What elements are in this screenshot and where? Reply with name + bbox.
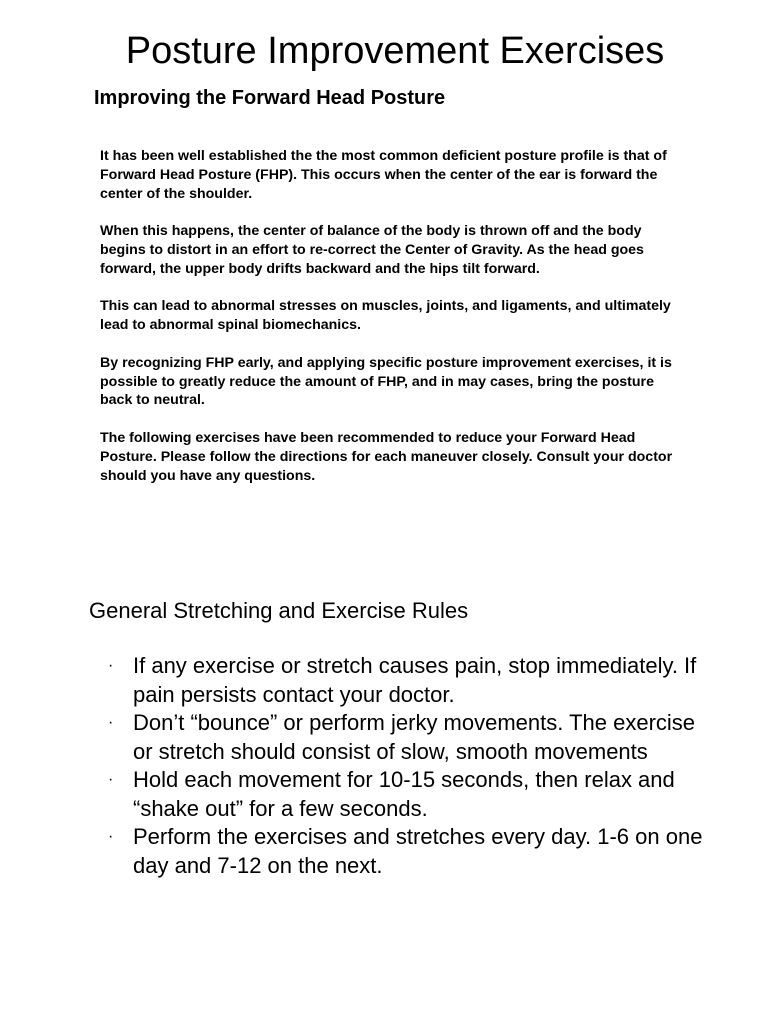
rules-list xyxy=(108,652,708,880)
intro-paragraph: This can lead to abnormal stresses on muscles, joints, and ligaments, and ultimately lead to abnormal spinal biomechanics. xyxy=(100,298,671,334)
rules-heading: General Stretching and Exercise Rules xyxy=(89,598,469,623)
bullet-icon: · xyxy=(108,657,114,674)
rule-text: Perform the exercises and stretches every day. 1-6 on one day and 7-12 on the next. xyxy=(133,824,703,878)
section-subtitle: Improving the Forward Head Posture xyxy=(94,87,446,109)
page-title: Posture Improvement Exercises xyxy=(125,30,665,72)
intro-paragraph: By recognizing FHP early, and applying specific posture improvement exercises, it is possible to greatly reduce the amount of FHP, and in may cases, bring the posture back to neutral. xyxy=(100,354,672,409)
rule-text: Hold each movement for 10-15 seconds, then relax and “shake out” for a few seconds. xyxy=(133,767,675,821)
list-item xyxy=(108,652,708,709)
list-item xyxy=(108,823,708,880)
rule-text: Don’t “bounce” or perform jerky movements. The exercise or stretch should consist of slow, smooth movements xyxy=(133,710,696,764)
list-item xyxy=(108,709,708,766)
bullet-icon: · xyxy=(108,771,114,788)
intro-paragraph: When this happens, the center of balance of the body is thrown off and the body begins to distort in an effort to re-correct the Center of Gravity. As the head goes forward, the upper body drifts backward and the hips tilt forward. xyxy=(100,223,644,277)
rule-text: If any exercise or stretch causes pain, stop immediately. If pain persists contact your doctor. xyxy=(133,653,697,707)
bullet-icon: · xyxy=(108,828,114,845)
intro-text xyxy=(100,147,678,504)
bullet-icon: · xyxy=(108,714,114,731)
list-item xyxy=(108,766,708,823)
intro-paragraph: It has been well established the the most common deficient posture profile is that of Forward Head Posture (FHP). This occurs when the center of the ear is forward the center of the shoulder. xyxy=(100,148,667,202)
intro-paragraph: The following exercises have been recommended to reduce your Forward Head Posture. Please follow the directions for each maneuver closely. Consult your doctor should you have any questions. xyxy=(100,429,673,484)
